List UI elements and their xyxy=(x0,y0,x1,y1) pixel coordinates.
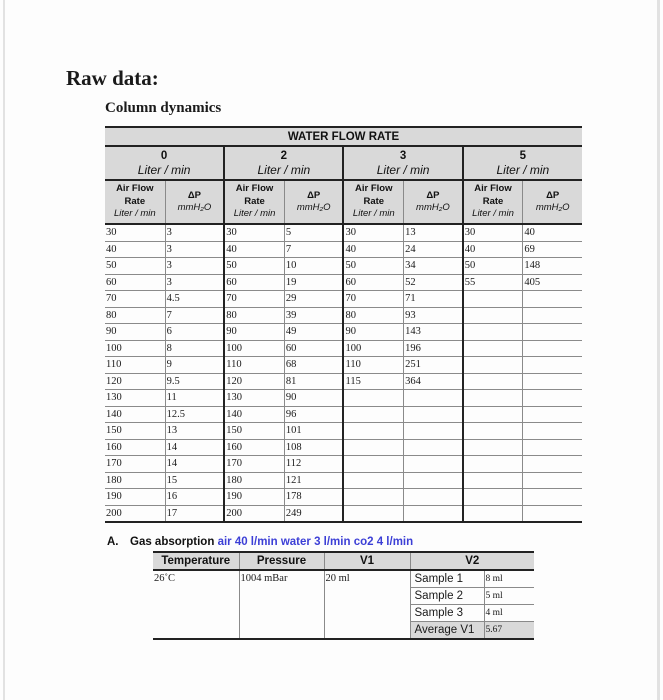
air-flow-rate-cell: 160 xyxy=(105,439,165,456)
air-flow-rate-cell: 70 xyxy=(343,291,403,308)
air-flow-rate-cell: 100 xyxy=(343,340,403,357)
air-flow-rate-cell xyxy=(343,456,403,473)
air-flow-rate-cell: 100 xyxy=(105,340,165,357)
section-title-column-dynamics: Column dynamics xyxy=(105,100,222,116)
delta-p-cell: 9 xyxy=(165,357,224,374)
subheader-row xyxy=(105,180,582,224)
delta-p-cell: 96 xyxy=(284,406,343,423)
delta-p-cell: 9.5 xyxy=(165,373,224,390)
air-flow-rate-cell xyxy=(463,439,523,456)
delta-p-cell: 39 xyxy=(284,307,343,324)
delta-p-cell: 112 xyxy=(284,456,343,473)
air-flow-rate-cell: 180 xyxy=(224,472,284,489)
delta-p-cell xyxy=(523,489,582,506)
delta-p-cell: 71 xyxy=(404,291,463,308)
subheader-delta-p xyxy=(404,180,463,224)
group-header-5 xyxy=(463,146,582,180)
page-title: Raw data: xyxy=(66,66,159,90)
air-flow-rate-cell: 60 xyxy=(105,274,165,291)
subheader-air-flow-line1: Air Flow xyxy=(474,183,512,195)
delta-p-cell: 251 xyxy=(404,357,463,374)
subheader-dp-unit: mmH₂O xyxy=(296,202,331,213)
table-row xyxy=(105,291,582,308)
air-flow-rate-cell xyxy=(463,373,523,390)
air-flow-rate-cell: 190 xyxy=(105,489,165,506)
delta-p-cell: 13 xyxy=(404,224,463,241)
air-flow-rate-cell: 80 xyxy=(105,307,165,324)
delta-p-cell xyxy=(523,357,582,374)
group-header-3 xyxy=(343,146,462,180)
air-flow-rate-cell: 120 xyxy=(224,373,284,390)
table-row xyxy=(105,258,582,275)
subheader-air-flow-unit: Liter / min xyxy=(233,208,276,220)
subheader-air-flow-unit: Liter / min xyxy=(113,208,156,220)
gas-absorption-table xyxy=(153,551,534,640)
delta-p-cell xyxy=(523,406,582,423)
temperature-value: 26˚C xyxy=(153,570,239,639)
delta-p-cell xyxy=(404,489,463,506)
header-v1: V1 xyxy=(324,552,410,570)
air-flow-rate-cell: 160 xyxy=(224,439,284,456)
table-row xyxy=(105,390,582,407)
air-flow-rate-cell xyxy=(463,406,523,423)
header-temperature: Temperature xyxy=(153,552,239,570)
table-row xyxy=(105,423,582,440)
delta-p-cell: 3 xyxy=(165,274,224,291)
group-header-0 xyxy=(105,146,224,180)
subheader-dp-label: ΔP xyxy=(426,189,440,201)
delta-p-cell xyxy=(404,439,463,456)
air-flow-rate-cell xyxy=(343,489,403,506)
delta-p-cell: 249 xyxy=(284,505,343,522)
group-unit: Liter / min xyxy=(257,163,311,177)
group-unit: Liter / min xyxy=(376,163,430,177)
air-flow-rate-cell: 60 xyxy=(343,274,403,291)
delta-p-cell: 7 xyxy=(165,307,224,324)
air-flow-rate-cell xyxy=(463,489,523,506)
group-value: 5 xyxy=(519,150,527,162)
delta-p-cell: 69 xyxy=(523,241,582,258)
delta-p-cell: 121 xyxy=(284,472,343,489)
delta-p-cell: 10 xyxy=(284,258,343,275)
table-row xyxy=(105,505,582,522)
air-flow-rate-cell xyxy=(463,456,523,473)
delta-p-cell xyxy=(523,439,582,456)
delta-p-cell: 81 xyxy=(284,373,343,390)
subheader-dp-unit: mmH₂O xyxy=(416,202,450,213)
delta-p-cell xyxy=(404,472,463,489)
air-flow-rate-cell xyxy=(343,423,403,440)
delta-p-cell: 108 xyxy=(284,439,343,456)
delta-p-cell: 12.5 xyxy=(165,406,224,423)
air-flow-rate-cell: 100 xyxy=(224,340,284,357)
subheader-air-flow-line1: Air Flow xyxy=(235,183,274,195)
delta-p-cell: 178 xyxy=(284,489,343,506)
delta-p-cell: 49 xyxy=(284,324,343,341)
air-flow-rate-cell xyxy=(463,324,523,341)
table-row xyxy=(105,472,582,489)
delta-p-cell: 196 xyxy=(404,340,463,357)
delta-p-cell xyxy=(523,307,582,324)
subheader-air-flow-line2: Rate xyxy=(124,195,146,207)
air-flow-rate-cell: 50 xyxy=(463,258,523,275)
air-flow-rate-cell xyxy=(463,307,523,324)
air-flow-rate-cell: 180 xyxy=(105,472,165,489)
air-flow-rate-cell: 150 xyxy=(224,423,284,440)
delta-p-cell: 60 xyxy=(284,340,343,357)
subheader-delta-p xyxy=(284,180,343,224)
delta-p-cell: 148 xyxy=(523,258,582,275)
air-flow-rate-cell: 40 xyxy=(224,241,284,258)
air-flow-rate-cell: 110 xyxy=(343,357,403,374)
delta-p-cell xyxy=(404,423,463,440)
air-flow-rate-cell: 90 xyxy=(224,324,284,341)
delta-p-cell: 19 xyxy=(284,274,343,291)
delta-p-cell xyxy=(523,472,582,489)
delta-p-cell xyxy=(523,291,582,308)
air-flow-rate-cell: 50 xyxy=(224,258,284,275)
air-flow-rate-cell xyxy=(463,472,523,489)
delta-p-cell: 14 xyxy=(165,439,224,456)
delta-p-cell xyxy=(404,406,463,423)
air-flow-rate-cell: 80 xyxy=(224,307,284,324)
subheader-air-flow-rate xyxy=(343,180,403,224)
air-flow-rate-cell xyxy=(463,390,523,407)
delta-p-cell xyxy=(523,340,582,357)
air-flow-rate-cell: 140 xyxy=(105,406,165,423)
air-flow-rate-cell: 30 xyxy=(224,224,284,241)
air-flow-rate-cell: 115 xyxy=(343,373,403,390)
air-flow-rate-cell: 30 xyxy=(343,224,403,241)
air-flow-rate-cell: 170 xyxy=(224,456,284,473)
air-flow-rate-cell xyxy=(463,357,523,374)
delta-p-cell: 7 xyxy=(284,241,343,258)
air-flow-rate-cell: 60 xyxy=(224,274,284,291)
sample-2-value: 5 ml xyxy=(484,588,534,605)
air-flow-rate-cell: 40 xyxy=(463,241,523,258)
subheader-air-flow-line2: Rate xyxy=(244,195,265,207)
air-flow-rate-cell xyxy=(463,340,523,357)
table-row xyxy=(105,406,582,423)
delta-p-cell: 364 xyxy=(404,373,463,390)
v1-value: 20 ml xyxy=(324,570,410,639)
average-v1-value: 5.67 xyxy=(484,622,534,640)
pressure-value: 1004 mBar xyxy=(239,570,324,639)
delta-p-cell: 14 xyxy=(165,456,224,473)
air-flow-rate-cell: 130 xyxy=(224,390,284,407)
delta-p-cell: 5 xyxy=(284,224,343,241)
table-row xyxy=(105,241,582,258)
air-flow-rate-cell: 130 xyxy=(105,390,165,407)
delta-p-cell: 93 xyxy=(404,307,463,324)
delta-p-cell: 405 xyxy=(523,274,582,291)
air-flow-rate-cell: 30 xyxy=(105,224,165,241)
table-row xyxy=(105,340,582,357)
subheader-air-flow-line1: Air Flow xyxy=(116,183,154,195)
air-flow-rate-cell: 70 xyxy=(224,291,284,308)
delta-p-cell: 3 xyxy=(165,224,224,241)
delta-p-cell: 8 xyxy=(165,340,224,357)
delta-p-cell: 16 xyxy=(165,489,224,506)
table-row xyxy=(105,456,582,473)
section-letter: A. xyxy=(107,536,119,548)
subheader-delta-p xyxy=(165,180,224,224)
group-unit: Liter / min xyxy=(496,163,550,177)
air-flow-rate-cell xyxy=(343,505,403,522)
subheader-air-flow-rate xyxy=(224,180,284,224)
water-flow-rate-header: WATER FLOW RATE xyxy=(105,127,582,146)
group-value: 2 xyxy=(280,150,288,162)
column-dynamics-body xyxy=(105,224,582,522)
air-flow-rate-cell: 80 xyxy=(343,307,403,324)
group-value: 3 xyxy=(399,150,407,162)
table-row xyxy=(105,357,582,374)
table-row xyxy=(105,439,582,456)
delta-p-cell: 3 xyxy=(165,241,224,258)
sample-3-label: Sample 3 xyxy=(410,605,484,622)
sample-1-value: 8 ml xyxy=(484,570,534,588)
table-row xyxy=(105,224,582,241)
page-edge-left xyxy=(3,0,5,700)
delta-p-cell xyxy=(523,373,582,390)
subheader-air-flow-rate xyxy=(105,180,165,224)
delta-p-cell xyxy=(523,456,582,473)
sample-2-label: Sample 2 xyxy=(410,588,484,605)
subheader-dp-label: ΔP xyxy=(187,189,202,201)
delta-p-cell: 15 xyxy=(165,472,224,489)
air-flow-rate-cell: 150 xyxy=(105,423,165,440)
air-flow-rate-cell: 40 xyxy=(105,241,165,258)
sample-3-value: 4 ml xyxy=(484,605,534,622)
air-flow-rate-cell xyxy=(343,406,403,423)
subheader-air-flow-line1: Air Flow xyxy=(355,183,393,195)
subheader-air-flow-line2: Rate xyxy=(482,195,504,207)
delta-p-cell: 3 xyxy=(165,258,224,275)
gas-absorption-label: Gas absorption xyxy=(130,536,215,548)
group-header-2 xyxy=(224,146,343,180)
sample-1-label: Sample 1 xyxy=(410,570,484,588)
delta-p-cell xyxy=(523,505,582,522)
average-v1-label: Average V1 xyxy=(410,622,484,640)
air-flow-rate-cell: 110 xyxy=(224,357,284,374)
delta-p-cell: 29 xyxy=(284,291,343,308)
subheader-air-flow-rate xyxy=(463,180,523,224)
gas-absorption-heading xyxy=(107,536,413,548)
table-row xyxy=(105,324,582,341)
delta-p-cell xyxy=(523,423,582,440)
delta-p-cell: 68 xyxy=(284,357,343,374)
delta-p-cell: 13 xyxy=(165,423,224,440)
delta-p-cell: 17 xyxy=(165,505,224,522)
column-dynamics-table xyxy=(105,126,582,523)
delta-p-cell: 52 xyxy=(404,274,463,291)
air-flow-rate-cell xyxy=(343,472,403,489)
page-edge-right xyxy=(657,0,660,700)
table-row xyxy=(105,307,582,324)
air-flow-rate-cell: 50 xyxy=(105,258,165,275)
delta-p-cell xyxy=(404,390,463,407)
subheader-dp-unit: mmH₂O xyxy=(535,202,570,213)
delta-p-cell: 24 xyxy=(404,241,463,258)
air-flow-rate-cell: 70 xyxy=(105,291,165,308)
delta-p-cell: 11 xyxy=(165,390,224,407)
subheader-dp-label: ΔP xyxy=(307,189,321,201)
group-unit: Liter / min xyxy=(137,163,191,177)
group-value: 0 xyxy=(160,150,168,162)
delta-p-cell: 40 xyxy=(523,224,582,241)
subheader-dp-unit: mmH₂O xyxy=(177,202,212,213)
air-flow-rate-cell xyxy=(343,390,403,407)
air-flow-rate-cell: 55 xyxy=(463,274,523,291)
air-flow-rate-cell xyxy=(343,439,403,456)
air-flow-rate-cell: 120 xyxy=(105,373,165,390)
subheader-delta-p xyxy=(523,180,582,224)
delta-p-cell: 101 xyxy=(284,423,343,440)
air-flow-rate-cell: 40 xyxy=(343,241,403,258)
subheader-air-flow-line2: Rate xyxy=(363,195,385,207)
air-flow-rate-cell: 200 xyxy=(105,505,165,522)
delta-p-cell xyxy=(404,505,463,522)
air-flow-rate-cell: 90 xyxy=(343,324,403,341)
header-pressure: Pressure xyxy=(239,552,324,570)
air-flow-rate-cell: 190 xyxy=(224,489,284,506)
air-flow-rate-cell: 30 xyxy=(463,224,523,241)
table-row xyxy=(105,489,582,506)
air-flow-rate-cell xyxy=(463,423,523,440)
air-flow-rate-cell xyxy=(463,505,523,522)
air-flow-rate-cell xyxy=(463,291,523,308)
air-flow-rate-cell: 140 xyxy=(224,406,284,423)
header-v2: V2 xyxy=(410,552,534,570)
gas-absorption-conditions: air 40 l/min water 3 l/min co2 4 l/min xyxy=(217,536,414,548)
subheader-air-flow-unit: Liter / min xyxy=(352,208,395,220)
air-flow-rate-cell: 90 xyxy=(105,324,165,341)
table-row xyxy=(105,274,582,291)
delta-p-cell: 6 xyxy=(165,324,224,341)
delta-p-cell: 34 xyxy=(404,258,463,275)
table-row xyxy=(105,373,582,390)
air-flow-rate-cell: 50 xyxy=(343,258,403,275)
subheader-dp-label: ΔP xyxy=(546,189,560,201)
subheader-air-flow-unit: Liter / min xyxy=(472,208,514,220)
delta-p-cell xyxy=(404,456,463,473)
delta-p-cell: 90 xyxy=(284,390,343,407)
delta-p-cell: 143 xyxy=(404,324,463,341)
delta-p-cell xyxy=(523,324,582,341)
air-flow-rate-cell: 170 xyxy=(105,456,165,473)
air-flow-rate-cell: 110 xyxy=(105,357,165,374)
delta-p-cell: 4.5 xyxy=(165,291,224,308)
air-flow-rate-cell: 200 xyxy=(224,505,284,522)
delta-p-cell xyxy=(523,390,582,407)
